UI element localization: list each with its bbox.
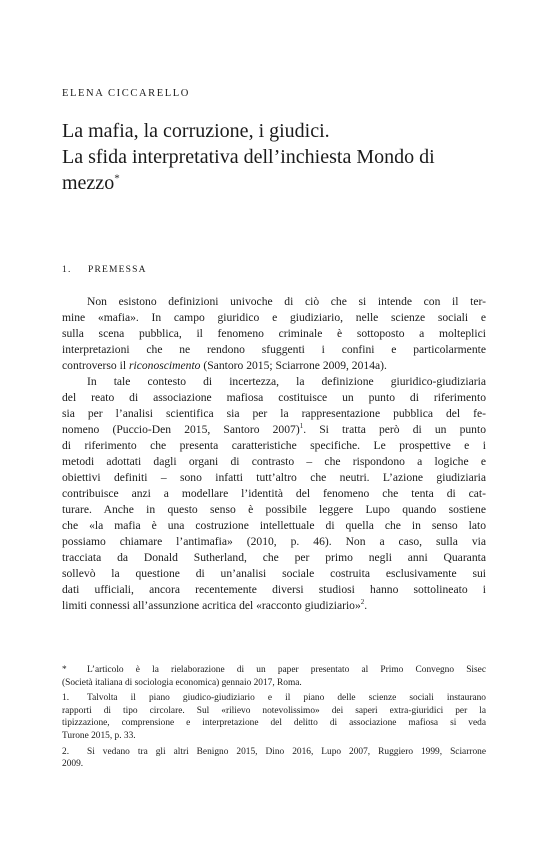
footnote-line: Talvolta il piano giudico-giudiziario e il piano delle scienze sociali instaurano <box>87 693 486 704</box>
text-line <box>62 422 486 438</box>
text-line: mine «mafia». In campo giuridico e giudiziario, nelle scienze sociali e <box>62 311 486 324</box>
text-line: possiamo chiamare l’antimafia» (2010, p. 46). Non a caso, sulla via <box>62 535 486 548</box>
text-line-start: nomeno (Puccio-Den 2015, Santoro 2007) <box>62 423 300 436</box>
footnote-marker: 2. <box>62 746 70 757</box>
footnote-ref-1[interactable]: 1 <box>299 422 304 431</box>
section-title: PREMESSA <box>88 265 147 275</box>
footnote-line: (Società italiana di sociologia economica) gennaio 2017, Roma. <box>62 677 302 688</box>
title-line-text: mezzo <box>62 172 115 194</box>
footnote-line: tipizzazione, comprensione e interpretazione del delitto di associazione mafiosa si veda <box>62 718 486 729</box>
text-line: dati ufficiali, ancora recentemente diversi studiosi hanno sottolineato i <box>62 583 486 596</box>
running-author: ELENA CICCARELLO <box>62 88 190 99</box>
text-line: obiettivi definiti – sono infatti tutt’altro che neutri. L’azione giudiziaria <box>62 471 486 484</box>
paragraph <box>62 294 486 374</box>
footnote-line: Turone 2015, p. 33. <box>62 730 136 741</box>
paragraph <box>62 374 486 614</box>
title-footnote-marker: * <box>114 172 120 185</box>
text-line-start: limiti connessi all’assunzione acritica del «racconto giudiziario» <box>62 599 361 612</box>
footnote <box>62 746 486 771</box>
text-line: In tale contesto di incertezza, la definizione giuridico-giudiziaria <box>87 375 486 388</box>
text-line: contribuisce anzi a modellare l’identità del fenomeno che tenta di cat- <box>62 487 486 500</box>
text-line: Non esistono definizioni univoche di ciò che si intende con il ter- <box>87 295 486 308</box>
text-line: del reato di associazione mafiosa costituisce un punto di riferimento <box>62 391 486 404</box>
footnote-marker: 1. <box>62 693 70 704</box>
body-text <box>62 294 486 614</box>
footnote-line: rapporti di tipo circolare. Sul «rilievo notevolissimo» dei saperi extra-giuridici per la <box>62 705 486 716</box>
title-line: La mafia, la corruzione, i giudici. <box>62 120 330 142</box>
text-line-end: . Si tratta però di un punto <box>303 423 486 436</box>
text-line: metodi adottati dagli organi di contrasto – che rispondono a logiche e <box>62 455 486 468</box>
text-line: sollevò la questione di un’analisi sociale costruita esclusivamente sui <box>62 567 486 580</box>
footnote-marker: * <box>62 665 67 675</box>
footnote-line: Si vedano tra gli altri Benigno 2015, Dino 2016, Lupo 2007, Ruggiero 1999, Sciarrone <box>87 746 486 757</box>
footnote <box>62 692 486 742</box>
footnote-line: 2009. <box>62 759 84 770</box>
text-line: tracciata da Donald Sutherland, che per primo negli anni Quaranta <box>62 551 486 564</box>
text-line: che «la mafia è una costruzione intellettuale di quella che in senso lato <box>62 519 486 532</box>
text-line: sulla scena pubblica, il fenomeno criminale è sottoposto a molteplici <box>62 327 486 340</box>
text-line: controverso il riconoscimento (Santoro 2015; Sciarrone 2009, 2014a). <box>62 359 387 372</box>
title-line: La sfida interpretativa dell’inchiesta Mondo di <box>62 146 435 168</box>
footnote-ref-2[interactable]: 2 <box>360 598 365 607</box>
italic-term: riconoscimento <box>128 359 201 372</box>
chapter-title <box>62 118 502 196</box>
footnote-line: L’articolo è la rielaborazione di un paper presentato al Primo Convegno Sisec <box>87 665 486 675</box>
text-line: sia per l’analisi scientifica sia per la rappresentazione pubblica del fe- <box>62 407 486 420</box>
text-line: turare. Anche in questo senso è possibile leggere Lupo quando sostiene <box>62 503 486 516</box>
title-line <box>62 170 502 196</box>
footnote <box>62 664 486 689</box>
section-heading <box>62 265 147 275</box>
footnotes <box>62 664 486 774</box>
text-line: interpretazioni che ne rendono sfuggenti i confini e particolarmente <box>62 343 486 356</box>
section-number: 1. <box>62 265 72 275</box>
text-line-end: . <box>364 599 368 612</box>
text-line: di riferimento che presenta caratteristiche specifiche. Le prospettive e i <box>62 439 486 452</box>
text-line <box>62 598 486 614</box>
